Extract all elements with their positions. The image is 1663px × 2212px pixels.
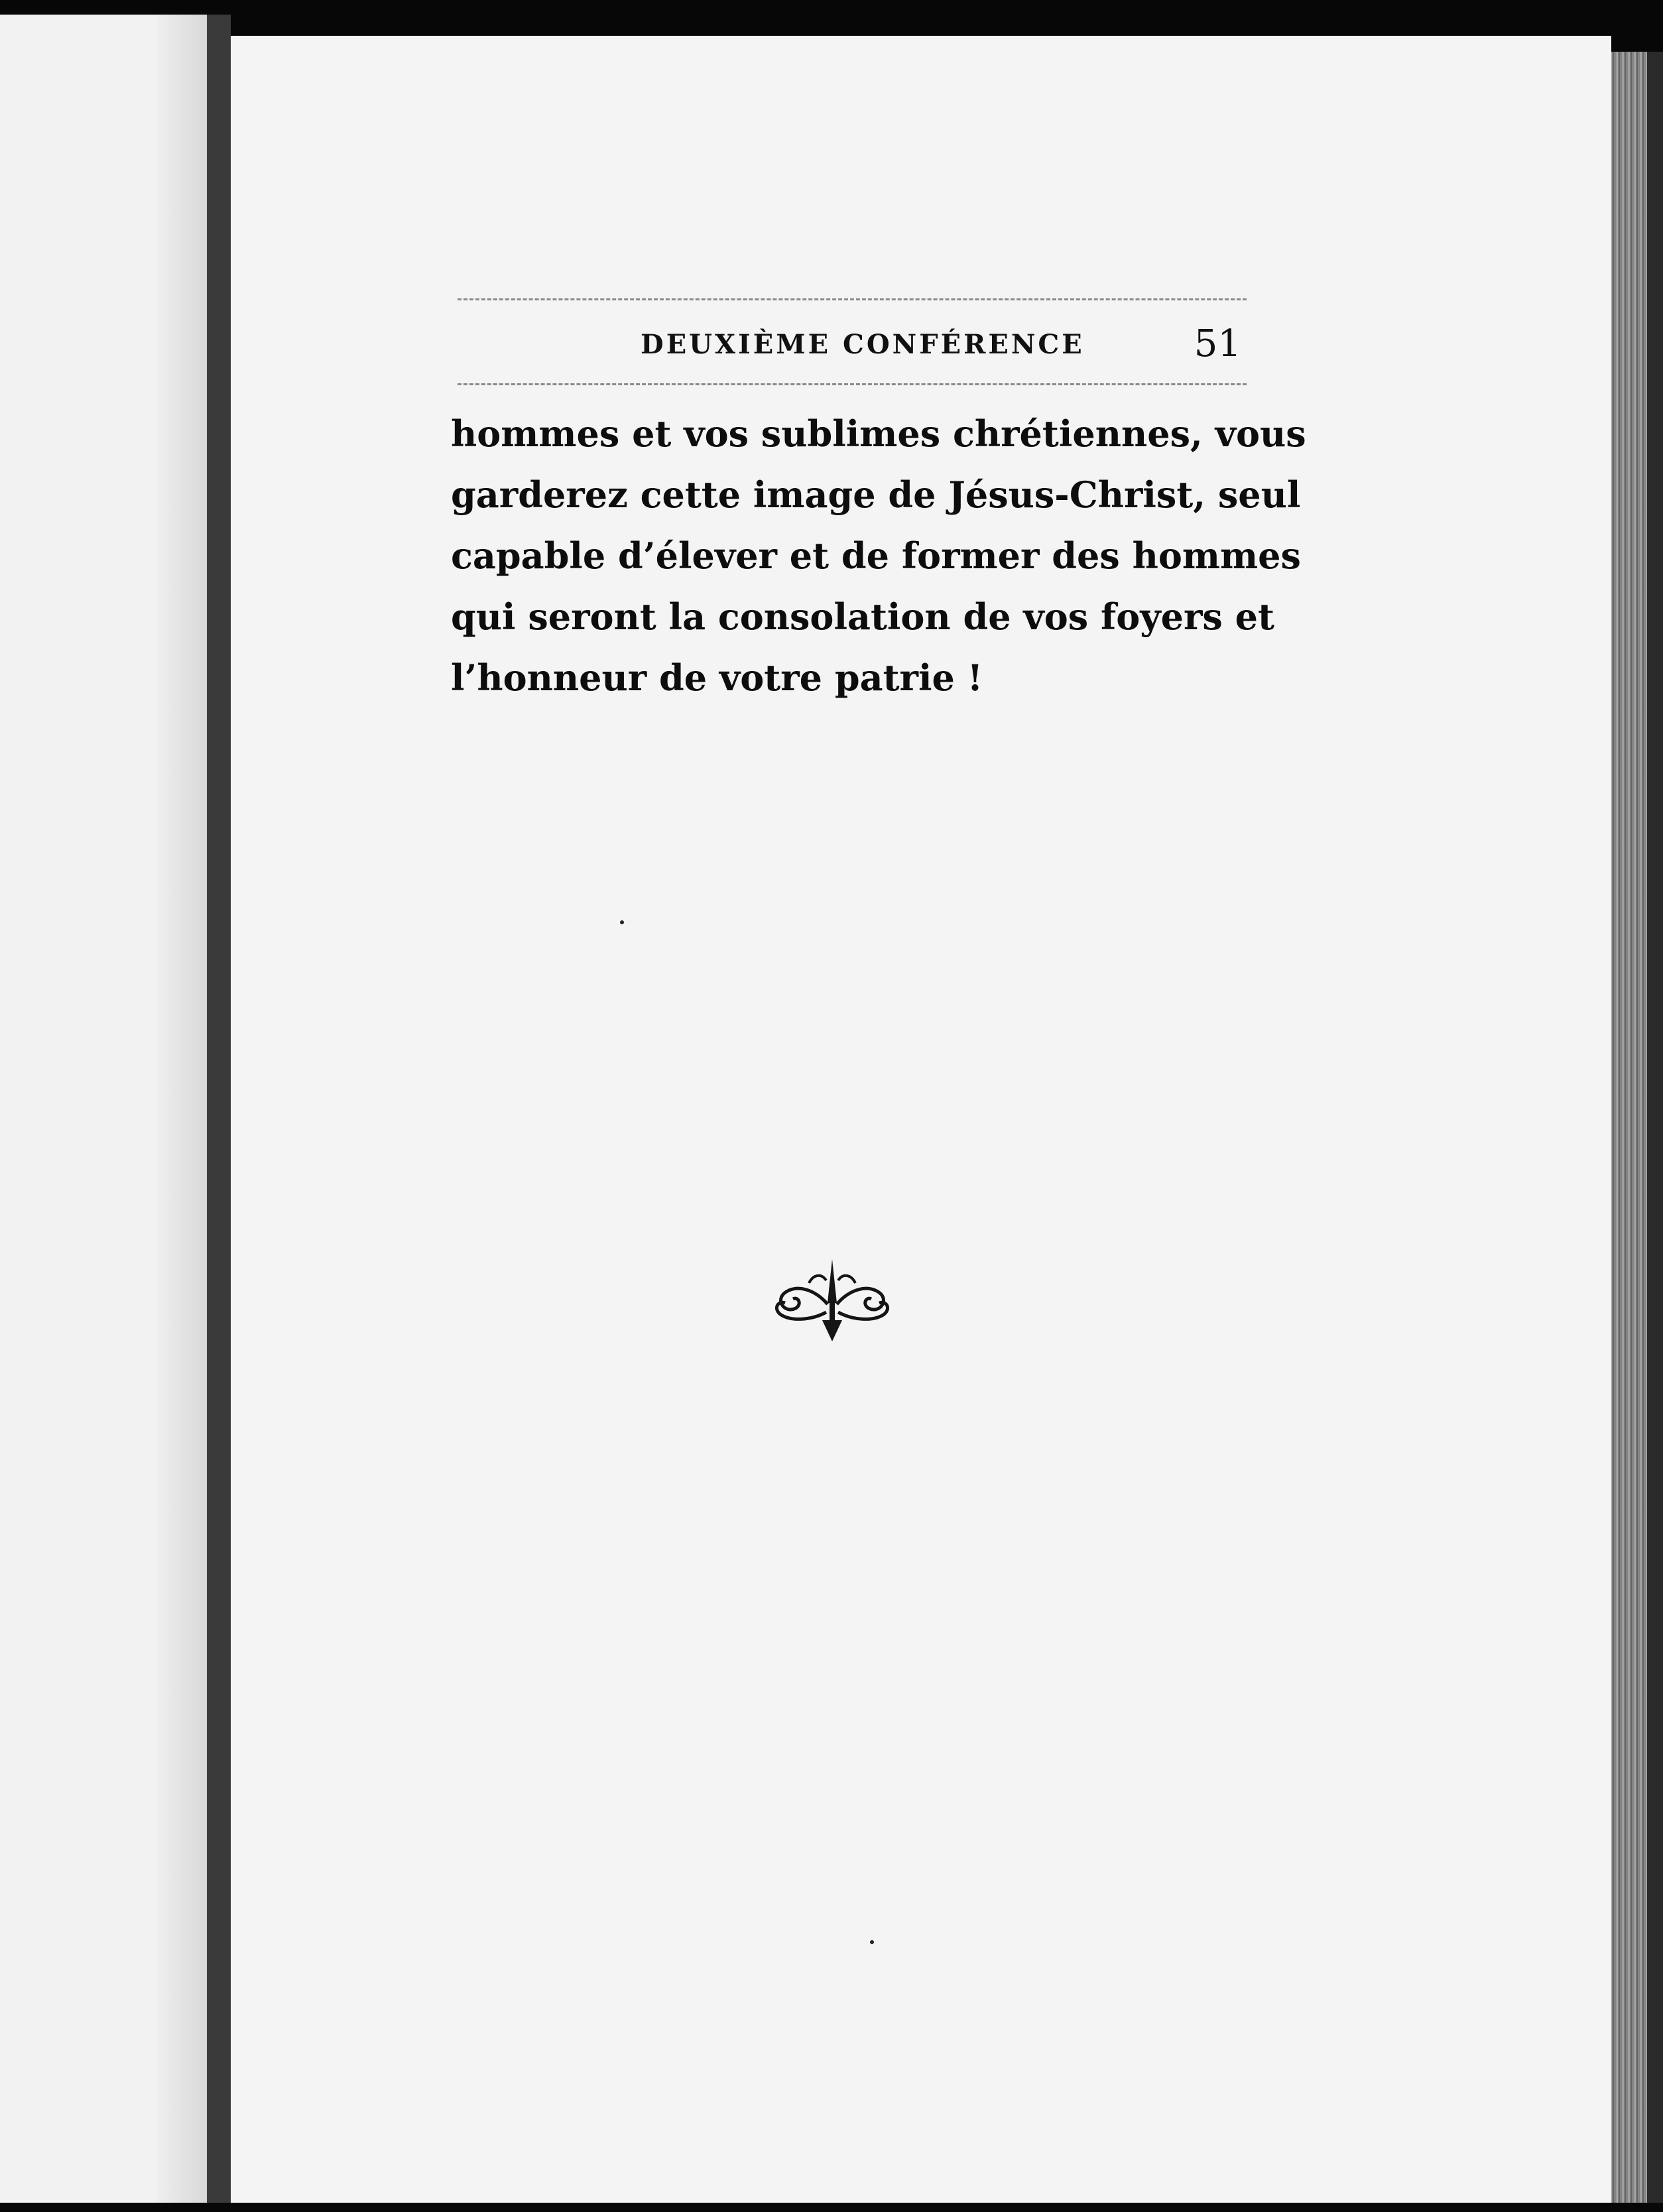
text-line: qui seront la consolation de vos foyers et	[451, 595, 1274, 638]
text-line: capable d’élever et de former des hommes	[451, 534, 1301, 577]
book-gutter	[207, 15, 231, 2203]
page-number: 51	[1194, 322, 1241, 365]
book-edge-shadow	[1647, 52, 1663, 2203]
floral-fleuron-icon	[769, 1257, 895, 1343]
header-rule-top	[458, 298, 1247, 300]
body-paragraph	[451, 403, 1306, 708]
text-line: hommes et vos sublimes chrétiennes, vous	[451, 412, 1306, 455]
header-rule-bottom	[458, 383, 1247, 385]
scan-speck	[870, 1940, 874, 1944]
scan-speck	[620, 920, 624, 924]
chapter-title: DEUXIÈME CONFÉRENCE	[641, 329, 1085, 360]
running-head	[458, 298, 1247, 391]
left-page-shadow	[156, 15, 207, 2203]
left-page	[0, 15, 207, 2203]
text-line: garderez cette image de Jésus-Christ, seul	[451, 473, 1301, 516]
text-line: l’honneur de votre patrie !	[451, 656, 983, 699]
